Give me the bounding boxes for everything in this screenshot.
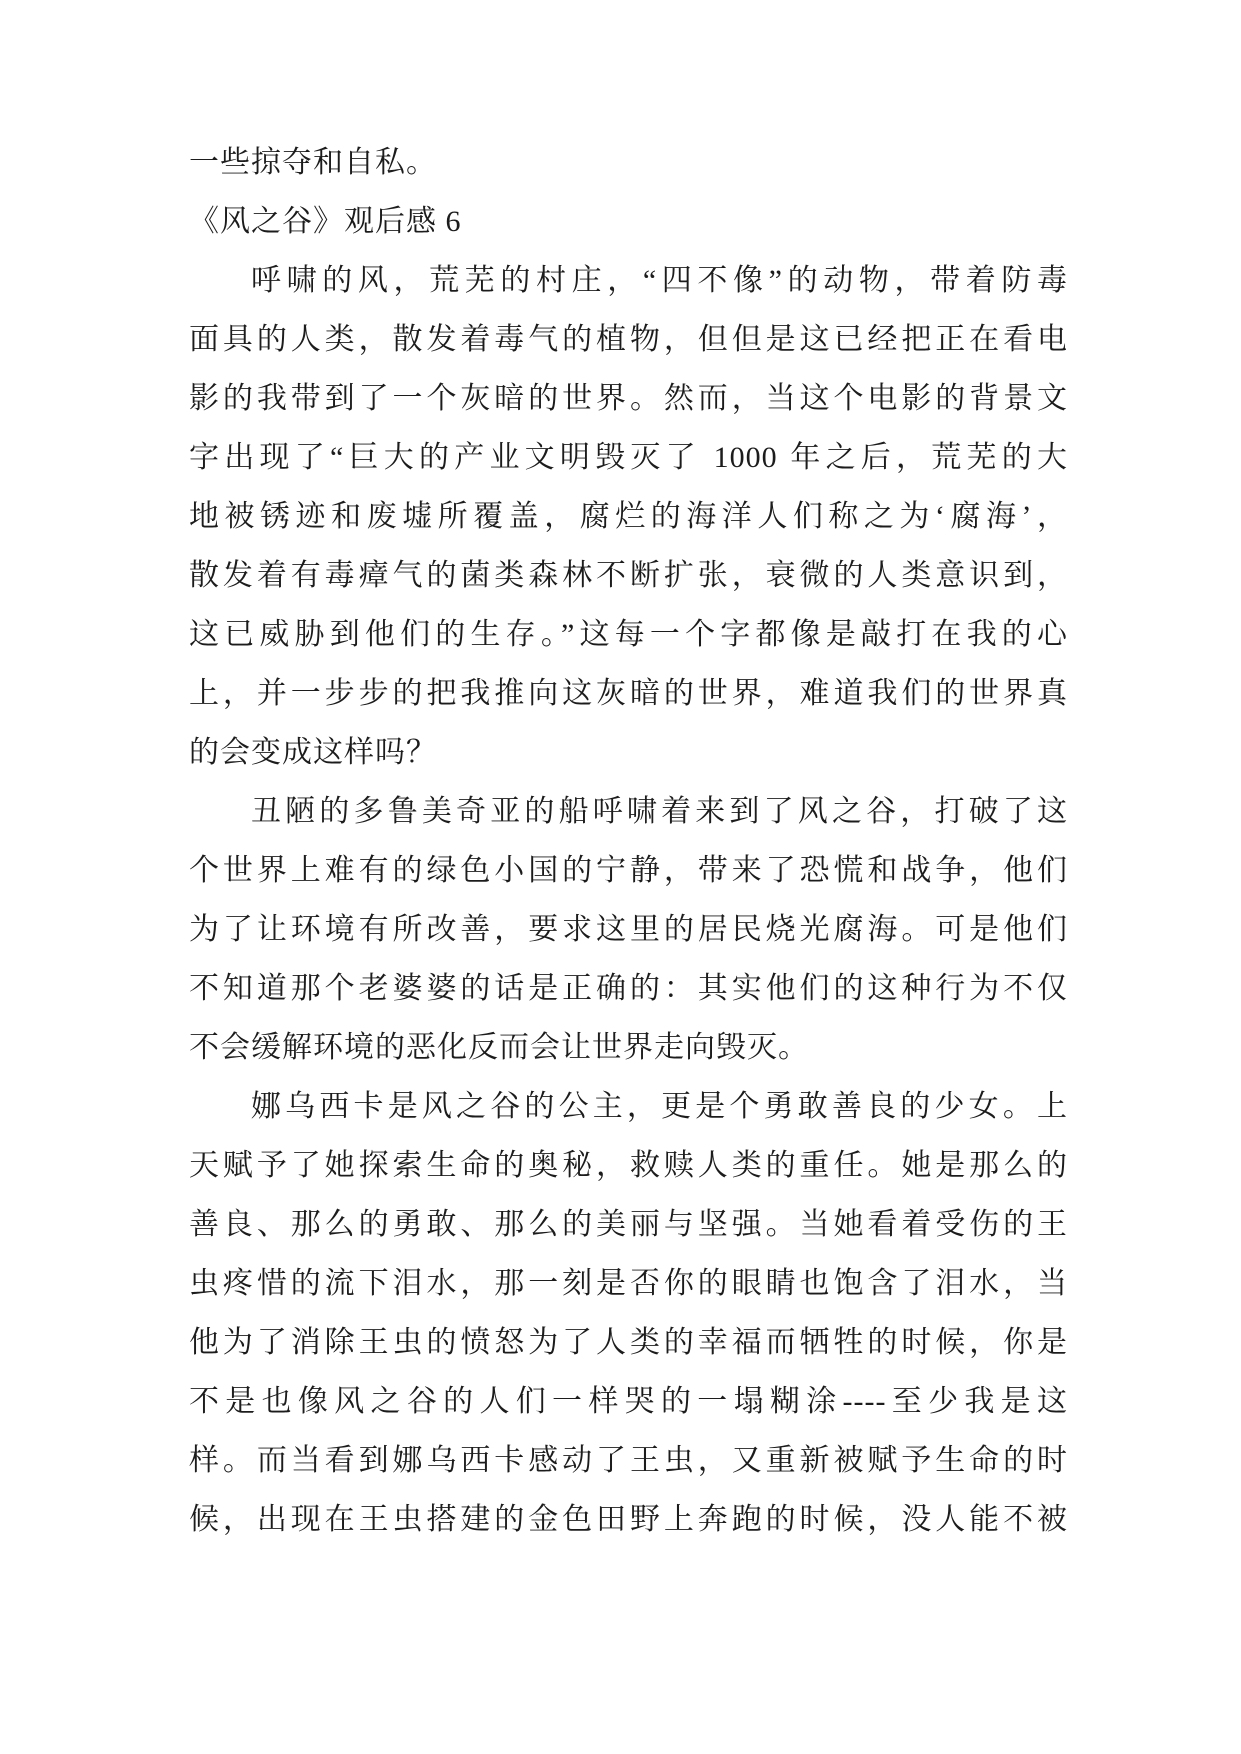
text-line: 面具的人类，散发着毒气的植物，但但是这已经把正在看电 — [189, 323, 1068, 356]
essay-heading-line: 《风之谷》观后感 6 — [189, 205, 462, 238]
text-line: 字出现了“巨大的产业文明毁灭了 1000 年之后，荒芜的大 — [189, 441, 1068, 474]
text-line: 影的我带到了一个灰暗的世界。然而，当这个电影的背景文 — [189, 382, 1068, 415]
text-line: 散发着有毒瘴气的菌类森林不断扩张，衰微的人类意识到， — [189, 559, 1068, 592]
text-line: 个世界上难有的绿色小国的宁静，带来了恐慌和战争，他们 — [189, 854, 1068, 887]
text-line: 丑陋的多鲁美奇亚的船呼啸着来到了风之谷，打破了这 — [251, 795, 1068, 828]
text-line: 虫疼惜的流下泪水，那一刻是否你的眼睛也饱含了泪水，当 — [189, 1267, 1068, 1300]
text-line: 他为了消除王虫的愤怒为了人类的幸福而牺牲的时候，你是 — [189, 1326, 1068, 1359]
text-line: 呼啸的风，荒芜的村庄，“四不像”的动物，带着防毒 — [251, 264, 1068, 297]
text-line: 样。而当看到娜乌西卡感动了王虫，又重新被赋予生命的时 — [189, 1444, 1068, 1477]
text-line: 上，并一步步的把我推向这灰暗的世界，难道我们的世界真 — [189, 677, 1068, 710]
text-line: 不会缓解环境的恶化反而会让世界走向毁灭。 — [189, 1031, 809, 1064]
text-line: 天赋予了她探索生命的奥秘，救赎人类的重任。她是那么的 — [189, 1149, 1068, 1182]
text-line: 善良、那么的勇敢、那么的美丽与坚强。当她看着受伤的王 — [189, 1208, 1068, 1241]
text-line: 这已威胁到他们的生存。”这每一个字都像是敲打在我的心 — [189, 618, 1068, 651]
text-line: 候，出现在王虫搭建的金色田野上奔跑的时候，没人能不被 — [189, 1503, 1068, 1536]
text-line: 不是也像风之谷的人们一样哭的一塌糊涂----至少我是这 — [189, 1385, 1068, 1418]
text-line: 一些掠夺和自私。 — [189, 146, 437, 179]
text-line: 不知道那个老婆婆的话是正确的：其实他们的这种行为不仅 — [189, 972, 1068, 1005]
text-line: 为了让环境有所改善，要求这里的居民烧光腐海。可是他们 — [189, 913, 1068, 946]
text-line: 娜乌西卡是风之谷的公主，更是个勇敢善良的少女。上 — [251, 1090, 1068, 1123]
text-line: 的会变成这样吗？ — [189, 736, 437, 769]
text-line: 地被锈迹和废墟所覆盖，腐烂的海洋人们称之为‘腐海’， — [189, 500, 1068, 533]
essay-body — [189, 133, 1068, 1549]
